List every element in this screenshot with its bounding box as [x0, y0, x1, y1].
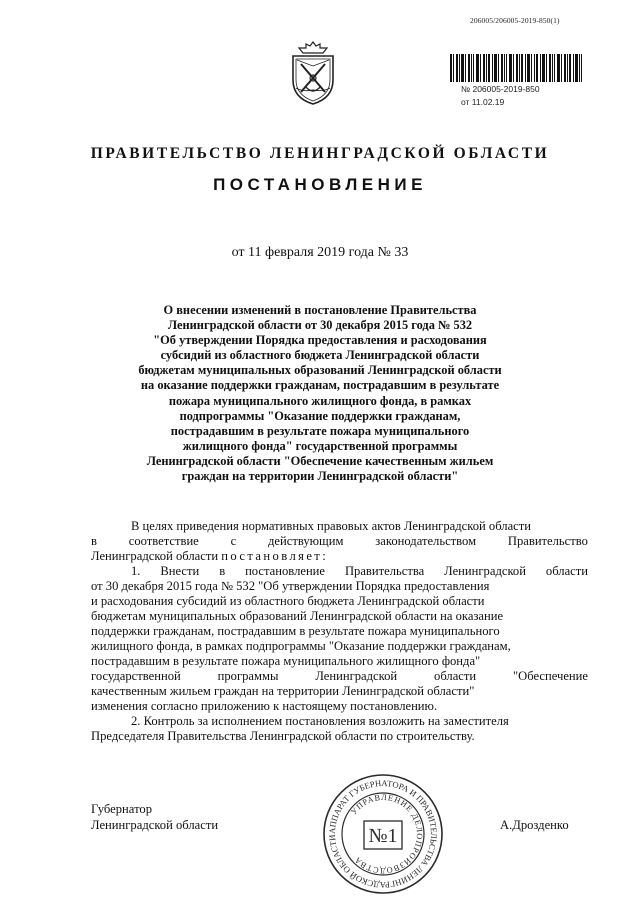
- signatory-region: Ленинградской области: [91, 818, 219, 832]
- clause-word: постановление: [245, 564, 326, 578]
- preamble-word: соответствие: [128, 534, 199, 548]
- registration-number: № 206005-2019-850: [461, 84, 540, 94]
- title-line: жилищного фонда" государственной программы: [182, 438, 458, 453]
- clause-1-line: и расходования субсидий из областного бюджета Ленинградской области: [91, 594, 485, 608]
- signatory-name: А.Дрозденко: [500, 818, 569, 832]
- title-line: пострадавшим в результате пожара муниципального: [170, 423, 470, 438]
- clause-1-line: жилищного фонда, в рамках подпрограммы "Оказание поддержки гражданам,: [91, 639, 511, 653]
- barcode-icon: [450, 54, 582, 82]
- title-line: субсидий из областного бюджета Ленинградской области: [160, 348, 480, 363]
- document-type: ПОСТАНОВЛЕНИЕ: [213, 175, 427, 194]
- document-title: [120, 303, 520, 484]
- preamble-line: [91, 549, 588, 564]
- title-line: на оказание поддержки гражданам, пострадавшим в результате: [140, 378, 500, 393]
- clause-word: области: [434, 669, 477, 683]
- official-stamp: [320, 771, 446, 897]
- government-name: ПРАВИТЕЛЬСТВО ЛЕНИНГРАДСКОЙ ОБЛАСТИ: [90, 145, 550, 162]
- clause-1-line-justified: [91, 669, 588, 684]
- clause-1-line: пострадавшим в результате пожара муниципального жилищного фонда": [91, 654, 481, 668]
- clause-2-line: Председателя Правительства Ленинградской области по строительству.: [91, 729, 475, 743]
- clause-word: государственной: [91, 669, 181, 683]
- preamble-word: законодательством: [375, 534, 477, 548]
- title-line: граждан на территории Ленинградской области": [181, 469, 459, 484]
- clause-1-line: изменения согласно приложению к настоящему постановлению.: [91, 699, 438, 713]
- clause-word: Внести: [160, 564, 200, 578]
- preamble-word: действующим: [268, 534, 344, 548]
- preamble-word: Правительство: [507, 534, 588, 548]
- clause-2-line: 2. Контроль за исполнением постановления возложить на заместителя: [131, 714, 509, 728]
- registration-date: от 11.02.19: [461, 97, 505, 107]
- clause-word: Ленинградской: [315, 669, 398, 683]
- document-date: от 11 февраля 2019 года № 33: [231, 245, 409, 260]
- stamp-inner-text: УПРАВЛЕНИЕ ДЕЛОПРОИЗВОДСТВА: [349, 792, 425, 876]
- title-line: Ленинградской области "Обеспечение качественным жильем: [146, 453, 494, 468]
- preamble-region: Ленинградской области: [91, 549, 219, 563]
- stamp-number: №1: [368, 825, 398, 847]
- coat-of-arms-icon: [283, 36, 343, 108]
- decree-word: постановляет:: [221, 549, 329, 563]
- clause-1-line: от 30 декабря 2015 года № 532 "Об утверждении Порядка предоставления: [91, 579, 490, 593]
- title-line: подпрограммы "Оказание поддержки гражданам,: [179, 408, 461, 423]
- clause-word: области: [545, 564, 588, 578]
- clause-1-first-line: [91, 564, 588, 579]
- clause-word: 1.: [131, 564, 141, 578]
- clause-1-line: поддержки гражданам, пострадавшим в результате пожара муниципального: [91, 624, 500, 638]
- title-line: бюджетам муниципальных образований Ленинградской области: [138, 363, 502, 378]
- clause-word: Правительства: [344, 564, 425, 578]
- clause-word: "Обеспечение: [513, 669, 588, 683]
- title-line: "Об утверждении Порядка предоставления и расходования: [153, 333, 487, 348]
- clause-1-line: бюджетам муниципальных образований Ленинградской области на оказание: [91, 609, 504, 623]
- title-line: Ленинградской области от 30 декабря 2015 года № 532: [167, 318, 473, 333]
- preamble-line-justified: [91, 534, 588, 549]
- clause-1-line: качественным жильем граждан на территории Ленинградской области": [91, 684, 475, 698]
- preamble-line: В целях приведения нормативных правовых актов Ленинградской области: [131, 519, 531, 533]
- clause-word: Ленинградской: [444, 564, 526, 578]
- title-line: пожара муниципального жилищного фонда, в рамках: [168, 393, 472, 408]
- title-line: О внесении изменений в постановление Правительства: [163, 303, 477, 317]
- preamble-word: с: [230, 534, 237, 548]
- clause-word: в: [219, 564, 226, 578]
- document-code: 206005/206005-2019-850(1): [470, 16, 560, 25]
- stamp-ring-text: АППАРАТ ГУБЕРНАТОРА И ПРАВИТЕЛЬСТВА ЛЕНИНГРАДСКОЙ ОБЛАСТИ: [326, 777, 440, 891]
- clause-word: программы: [217, 669, 279, 683]
- document-body: [91, 519, 588, 744]
- signatory-title: Губернатор: [91, 802, 152, 816]
- preamble-word: в: [91, 534, 97, 548]
